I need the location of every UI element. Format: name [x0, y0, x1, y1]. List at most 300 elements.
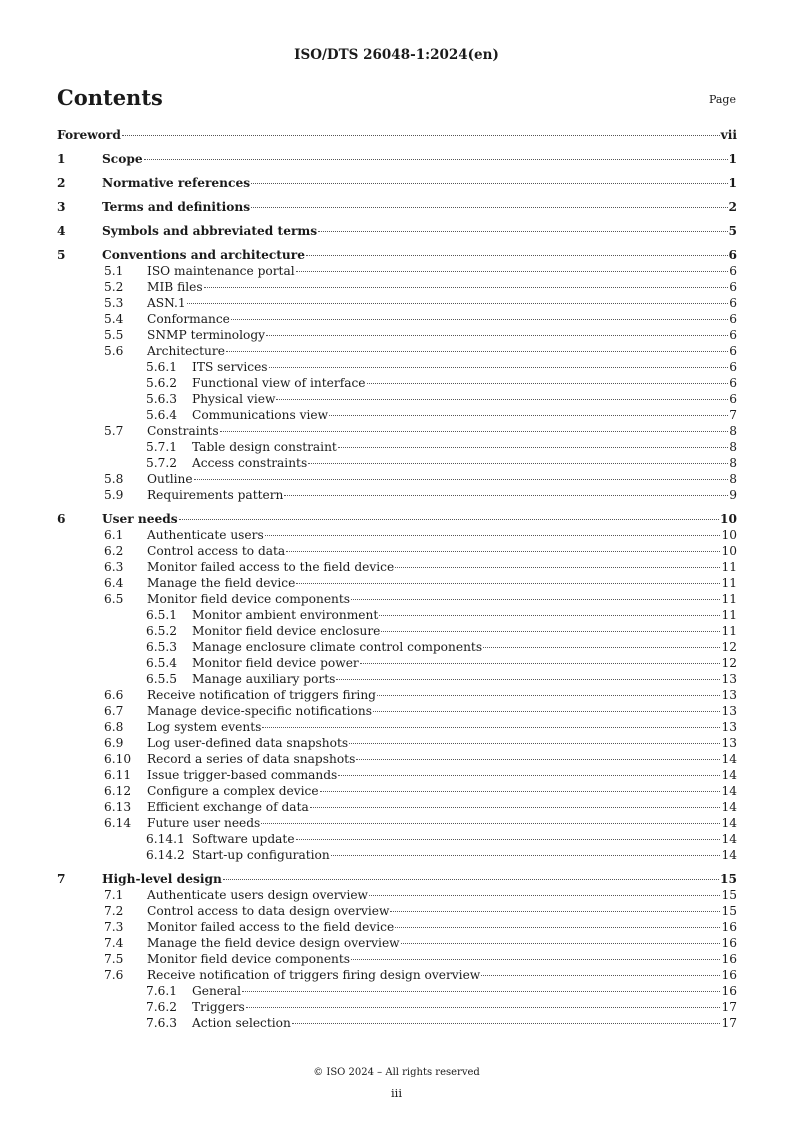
toc-entry[interactable]	[57, 999, 737, 1015]
dot-leader	[194, 479, 729, 480]
toc-entry-page: 10	[720, 512, 737, 526]
toc-entry-line	[147, 967, 737, 983]
toc-entry-page: 16	[721, 936, 737, 950]
toc-entry-title: Manage device-specific notifications	[147, 704, 372, 718]
toc-entry-title: Authenticate users design overview	[147, 888, 368, 902]
toc-entry[interactable]	[57, 815, 737, 831]
toc-entry-number: 5.6	[104, 344, 124, 358]
toc-entry-title: Architecture	[147, 344, 225, 358]
toc-entry-line	[147, 799, 737, 815]
toc-entry-title: Record a series of data snapshots	[147, 752, 356, 766]
toc-entry[interactable]	[57, 407, 737, 423]
toc-entry-page: 6	[729, 280, 737, 294]
toc-entry[interactable]	[57, 543, 737, 559]
toc-entry-line	[102, 247, 737, 263]
toc-entry[interactable]	[57, 1015, 737, 1031]
toc-entry-number: 5.2	[104, 280, 124, 294]
toc-entry-page: 11	[721, 560, 737, 574]
toc-entry-page: 11	[721, 576, 737, 590]
toc-entry-line	[102, 871, 737, 887]
toc-entry-page: vii	[720, 128, 737, 142]
toc-entry-line	[102, 511, 737, 527]
dot-leader	[360, 663, 721, 664]
toc-entry[interactable]	[57, 199, 737, 215]
dot-leader	[262, 727, 720, 728]
toc-entry-title: Monitor field device components	[147, 592, 351, 606]
toc-entry-number: 3	[57, 200, 66, 214]
toc-entry-line	[147, 591, 737, 607]
toc-entry-line	[147, 559, 737, 575]
toc-entry-page: 5	[728, 224, 737, 238]
toc-entry[interactable]	[57, 327, 737, 343]
dot-leader	[308, 463, 728, 464]
toc-entry-number: 6.12	[104, 784, 132, 798]
toc-entry-number: 5.7	[104, 424, 124, 438]
toc-entry-number: 7.6.2	[146, 1000, 178, 1014]
toc-entry-title: Action selection	[192, 1016, 291, 1030]
toc-entry-line	[192, 407, 737, 423]
dot-leader	[338, 775, 720, 776]
dot-leader	[310, 807, 721, 808]
toc-entry-number: 6.5.5	[146, 672, 178, 686]
toc-entry[interactable]	[57, 247, 737, 263]
toc-entry-line	[147, 767, 737, 783]
toc-entry[interactable]	[57, 751, 737, 767]
toc-entry-title: Foreword	[57, 128, 121, 142]
dot-leader	[401, 943, 721, 944]
toc-entry-line	[192, 983, 737, 999]
toc-entry-line	[192, 671, 737, 687]
toc-entry-number: 5.7.2	[146, 456, 178, 470]
dot-leader	[144, 159, 728, 160]
toc-entry-page: 16	[721, 968, 737, 982]
toc-entry-number: 2	[57, 176, 66, 190]
toc-entry-line	[147, 687, 737, 703]
dot-leader	[276, 399, 728, 400]
toc-entry[interactable]	[57, 903, 737, 919]
toc-entry-line	[192, 455, 737, 471]
toc-entry-page: 6	[729, 328, 737, 342]
dot-leader	[381, 631, 720, 632]
toc-entry[interactable]	[57, 455, 737, 471]
toc-entry-line	[192, 1015, 737, 1031]
toc-entry-line	[147, 783, 737, 799]
toc-entry-page: 14	[721, 768, 737, 782]
toc-entry-page: 14	[721, 848, 737, 862]
toc-entry-page: 14	[721, 752, 737, 766]
toc-entry-number: 6.5.2	[146, 624, 178, 638]
toc-entry-number: 5.1	[104, 264, 124, 278]
toc-entry-page: 15	[721, 888, 737, 902]
toc-entry[interactable]	[57, 175, 737, 191]
toc-entry-number: 7	[57, 872, 66, 886]
toc-entry-title: Requirements pattern	[147, 488, 284, 502]
toc-entry-page: 14	[721, 816, 737, 830]
toc-entry-page: 6	[729, 392, 737, 406]
toc-entry[interactable]	[57, 703, 737, 719]
toc-entry-number: 4	[57, 224, 66, 238]
toc-entry-title: Conformance	[147, 312, 230, 326]
toc-entry[interactable]	[57, 655, 737, 671]
toc-entry-number: 6.4	[104, 576, 124, 590]
toc-entry-title: Monitor field device power	[192, 656, 359, 670]
toc-entry-line	[147, 471, 737, 487]
toc-entry-title: Table design constraint	[192, 440, 337, 454]
toc-entry-page: 15	[721, 904, 737, 918]
dot-leader	[379, 615, 720, 616]
toc-entry-title: Manage the field device	[147, 576, 296, 590]
toc-entry-number: 6.5	[104, 592, 124, 606]
dot-leader	[318, 231, 727, 232]
toc-entry-title: Efficient exchange of data	[147, 800, 309, 814]
dot-leader	[226, 351, 728, 352]
toc-entry-title: ISO maintenance portal	[147, 264, 295, 278]
toc-entry-line	[147, 543, 737, 559]
toc-entry-page: 6	[729, 344, 737, 358]
toc-entry-line	[147, 279, 737, 295]
dot-leader	[204, 287, 729, 288]
toc-entry-number: 6.14	[104, 816, 132, 830]
toc-entry-page: 8	[729, 472, 737, 486]
dot-leader	[329, 415, 728, 416]
toc-entry-page: 15	[720, 872, 737, 886]
toc-entry[interactable]	[57, 967, 737, 983]
toc-entry-page: 1	[728, 176, 737, 190]
toc-entry-number: 7.5	[104, 952, 124, 966]
toc-entry-number: 5.9	[104, 488, 124, 502]
dot-leader	[481, 975, 720, 976]
toc-entry-title: General	[192, 984, 241, 998]
dot-leader	[338, 447, 728, 448]
toc-entry-title: Access constraints	[192, 456, 308, 470]
toc-entry-line	[147, 919, 737, 935]
toc-entry-title: Constraints	[147, 424, 219, 438]
toc-entry-page: 10	[721, 528, 737, 542]
toc-entry-title: ASN.1	[147, 296, 186, 310]
copyright-footer: © ISO 2024 – All rights reserved	[313, 1067, 480, 1078]
toc-entry-title: Symbols and abbreviated terms	[102, 224, 318, 238]
toc-entry-line	[57, 127, 737, 143]
toc-entry-title: Receive notification of triggers firing design overview	[147, 968, 481, 982]
dot-leader	[483, 647, 720, 648]
toc-entry-number: 7.4	[104, 936, 124, 950]
toc-entry-number: 6.5.1	[146, 608, 178, 622]
toc-entry-number: 6.14.1	[146, 832, 185, 846]
toc-entry-number: 5.3	[104, 296, 124, 310]
dot-leader	[331, 855, 721, 856]
toc-entry-page: 14	[721, 832, 737, 846]
toc-entry-page: 13	[721, 736, 737, 750]
toc-entry[interactable]	[57, 983, 737, 999]
toc-entry[interactable]	[57, 767, 737, 783]
toc-entry-number: 6.2	[104, 544, 124, 558]
toc-entry-title: Receive notification of triggers firing	[147, 688, 376, 702]
toc-entry-title: Authenticate users	[147, 528, 264, 542]
toc-entry-title: Log user-defined data snapshots	[147, 736, 349, 750]
toc-entry-line	[192, 359, 737, 375]
dot-leader	[246, 1007, 721, 1008]
toc-entry[interactable]	[57, 935, 737, 951]
toc-entry-page: 6	[729, 312, 737, 326]
toc-entry[interactable]	[57, 127, 737, 143]
toc-entry-line	[192, 439, 737, 455]
toc-entry-line	[147, 423, 737, 439]
toc-entry[interactable]	[57, 607, 737, 623]
dot-leader	[296, 271, 729, 272]
dot-leader	[242, 991, 720, 992]
toc-entry-title: Software update	[192, 832, 295, 846]
toc-entry[interactable]	[57, 295, 737, 311]
toc-entry-title: Start-up configuration	[192, 848, 330, 862]
toc-entry-title: Terms and definitions	[102, 200, 251, 214]
toc-entry-page: 11	[721, 592, 737, 606]
toc-entry-page: 13	[721, 720, 737, 734]
dot-leader	[349, 743, 720, 744]
dot-leader	[296, 839, 721, 840]
toc-entry-title: Future user needs	[147, 816, 261, 830]
toc-entry-number: 5.7.1	[146, 440, 178, 454]
toc-entry-page: 13	[721, 704, 737, 718]
toc-entry-page: 8	[729, 424, 737, 438]
page-title: Contents	[57, 85, 163, 110]
toc-entry-line	[192, 639, 737, 655]
dot-leader	[320, 791, 721, 792]
toc-entry-line	[192, 623, 737, 639]
dot-leader	[390, 911, 720, 912]
toc-entry-title: Outline	[147, 472, 193, 486]
toc-entry-number: 7.1	[104, 888, 124, 902]
toc-entry[interactable]	[57, 343, 737, 359]
toc-entry-number: 6.6	[104, 688, 124, 702]
toc-entry[interactable]	[57, 423, 737, 439]
dot-leader	[251, 183, 727, 184]
dot-leader	[223, 879, 719, 880]
dot-leader	[306, 255, 728, 256]
dot-leader	[395, 927, 720, 928]
toc-entry-title: Manage auxiliary ports	[192, 672, 336, 686]
toc-entry-line	[102, 151, 737, 167]
toc-entry[interactable]	[57, 623, 737, 639]
dot-leader	[261, 823, 720, 824]
toc-entry[interactable]	[57, 559, 737, 575]
toc-entry-line	[147, 311, 737, 327]
toc-entry-page: 17	[721, 1000, 737, 1014]
toc-entry[interactable]	[57, 951, 737, 967]
toc-entry-line	[147, 735, 737, 751]
toc-entry[interactable]	[57, 799, 737, 815]
toc-entry-page: 16	[721, 984, 737, 998]
dot-leader	[395, 567, 720, 568]
toc-entry-line	[147, 327, 737, 343]
document-id-header: ISO/DTS 26048-1:2024(en)	[294, 47, 499, 63]
toc-entry-number: 7.6.3	[146, 1016, 178, 1030]
dot-leader	[231, 319, 728, 320]
toc-entry-page: 9	[729, 488, 737, 502]
toc-entry-line	[102, 175, 737, 191]
toc-entry-number: 6.9	[104, 736, 124, 750]
dot-leader	[220, 431, 729, 432]
dot-leader	[351, 599, 720, 600]
toc-entry[interactable]	[57, 847, 737, 863]
toc-entry-line	[147, 935, 737, 951]
toc-entry[interactable]	[57, 871, 737, 887]
toc-entry-number: 6.5.4	[146, 656, 178, 670]
toc-entry-number: 5.6.1	[146, 360, 178, 374]
toc-entry-page: 6	[729, 360, 737, 374]
toc-entry-page: 17	[721, 1016, 737, 1030]
toc-entry-title: MIB files	[147, 280, 203, 294]
toc-entry-number: 6.1	[104, 528, 124, 542]
toc-entry[interactable]	[57, 735, 737, 751]
toc-entry[interactable]	[57, 263, 737, 279]
dot-leader	[377, 695, 721, 696]
toc-entry[interactable]	[57, 887, 737, 903]
toc-entry-title: User needs	[102, 512, 178, 526]
toc-entry-page: 7	[729, 408, 737, 422]
dot-leader	[187, 303, 729, 304]
toc-entry-line	[147, 527, 737, 543]
toc-entry-line	[102, 199, 737, 215]
toc-entry[interactable]	[57, 391, 737, 407]
toc-entry[interactable]	[57, 471, 737, 487]
toc-entry-number: 5	[57, 248, 66, 262]
toc-entry-title: Manage enclosure climate control components	[192, 640, 483, 654]
toc-entry-number: 7.3	[104, 920, 124, 934]
toc-entry-line	[147, 951, 737, 967]
toc-entry-title: Conventions and architecture	[102, 248, 305, 262]
dot-leader	[265, 535, 721, 536]
toc-entry[interactable]	[57, 439, 737, 455]
toc-entry-line	[147, 295, 737, 311]
toc-entry-page: 14	[721, 800, 737, 814]
toc-entry-line	[192, 391, 737, 407]
dot-leader	[336, 679, 720, 680]
toc-entry-title: Physical view	[192, 392, 276, 406]
toc-entry-page: 6	[729, 264, 737, 278]
toc-entry[interactable]	[57, 687, 737, 703]
toc-entry-line	[147, 487, 737, 503]
toc-entry-title: Monitor field device components	[147, 952, 351, 966]
toc-entry-number: 6.8	[104, 720, 124, 734]
toc-entry-line	[147, 263, 737, 279]
toc-entry-line	[192, 607, 737, 623]
toc-entry[interactable]	[57, 223, 737, 239]
dot-leader	[266, 335, 728, 336]
toc-entry-title: Communications view	[192, 408, 329, 422]
toc-entry[interactable]	[57, 719, 737, 735]
dot-leader	[351, 959, 720, 960]
toc-entry[interactable]	[57, 375, 737, 391]
dot-leader	[286, 551, 720, 552]
toc-entry-line	[147, 343, 737, 359]
toc-entry-number: 5.6.4	[146, 408, 178, 422]
toc-entry-page: 11	[721, 624, 737, 638]
dot-leader	[269, 367, 729, 368]
toc-entry[interactable]	[57, 487, 737, 503]
toc-entry-title: Functional view of interface	[192, 376, 366, 390]
toc-entry-number: 1	[57, 152, 66, 166]
dot-leader	[284, 495, 728, 496]
toc-entry-title: Control access to data	[147, 544, 286, 558]
table-of-contents	[57, 127, 737, 1031]
toc-entry-line	[147, 903, 737, 919]
toc-entry-line	[147, 703, 737, 719]
toc-entry-number: 6.10	[104, 752, 132, 766]
toc-entry-title: Control access to data design overview	[147, 904, 390, 918]
toc-entry-title: High-level design	[102, 872, 222, 886]
toc-entry-number: 5.6.2	[146, 376, 178, 390]
toc-entry-line	[192, 655, 737, 671]
toc-entry-title: SNMP terminology	[147, 328, 266, 342]
toc-entry[interactable]	[57, 279, 737, 295]
toc-entry-page: 10	[721, 544, 737, 558]
toc-entry-number: 5.8	[104, 472, 124, 486]
toc-entry-number: 5.6.3	[146, 392, 178, 406]
toc-entry-number: 6.13	[104, 800, 132, 814]
toc-entry-page: 2	[728, 200, 737, 214]
toc-entry-line	[147, 575, 737, 591]
toc-entry-line	[102, 223, 737, 239]
toc-entry-number: 7.2	[104, 904, 124, 918]
dot-leader	[369, 895, 721, 896]
toc-entry[interactable]	[57, 311, 737, 327]
toc-entry-title: Monitor ambient environment	[192, 608, 379, 622]
toc-entry-number: 6.7	[104, 704, 124, 718]
toc-entry-page: 6	[729, 376, 737, 390]
toc-entry-title: Issue trigger-based commands	[147, 768, 338, 782]
toc-entry-title: Manage the field device design overview	[147, 936, 400, 950]
toc-entry-line	[192, 375, 737, 391]
toc-entry-title: Monitor field device enclosure	[192, 624, 381, 638]
toc-entry-page: 13	[721, 688, 737, 702]
toc-entry-page: 11	[721, 608, 737, 622]
dot-leader	[367, 383, 729, 384]
toc-entry-page: 12	[721, 656, 737, 670]
toc-entry-number: 5.5	[104, 328, 124, 342]
dot-leader	[122, 135, 720, 136]
page-column-label: Page	[708, 93, 736, 106]
toc-entry[interactable]	[57, 359, 737, 375]
toc-entry[interactable]	[57, 831, 737, 847]
toc-entry-number: 7.6	[104, 968, 124, 982]
toc-entry[interactable]	[57, 671, 737, 687]
toc-entry[interactable]	[57, 639, 737, 655]
toc-entry-page: 16	[721, 920, 737, 934]
toc-entry-line	[147, 751, 737, 767]
toc-entry[interactable]	[57, 591, 737, 607]
dot-leader	[179, 519, 719, 520]
toc-entry-page: 12	[721, 640, 737, 654]
toc-entry[interactable]	[57, 527, 737, 543]
toc-entry-line	[147, 815, 737, 831]
toc-entry-title: Triggers	[192, 1000, 245, 1014]
toc-entry[interactable]	[57, 575, 737, 591]
dot-leader	[356, 759, 720, 760]
toc-entry-page: 8	[729, 456, 737, 470]
dot-leader	[373, 711, 721, 712]
toc-entry-page: 14	[721, 784, 737, 798]
dot-leader	[292, 1023, 721, 1024]
toc-entry[interactable]	[57, 511, 737, 527]
dot-leader	[296, 583, 720, 584]
toc-entry-number: 6.11	[104, 768, 132, 782]
toc-entry[interactable]	[57, 151, 737, 167]
toc-entry-line	[192, 847, 737, 863]
toc-entry-title: Monitor failed access to the field device	[147, 920, 395, 934]
toc-entry[interactable]	[57, 783, 737, 799]
toc-entry[interactable]	[57, 919, 737, 935]
toc-entry-page: 13	[721, 672, 737, 686]
